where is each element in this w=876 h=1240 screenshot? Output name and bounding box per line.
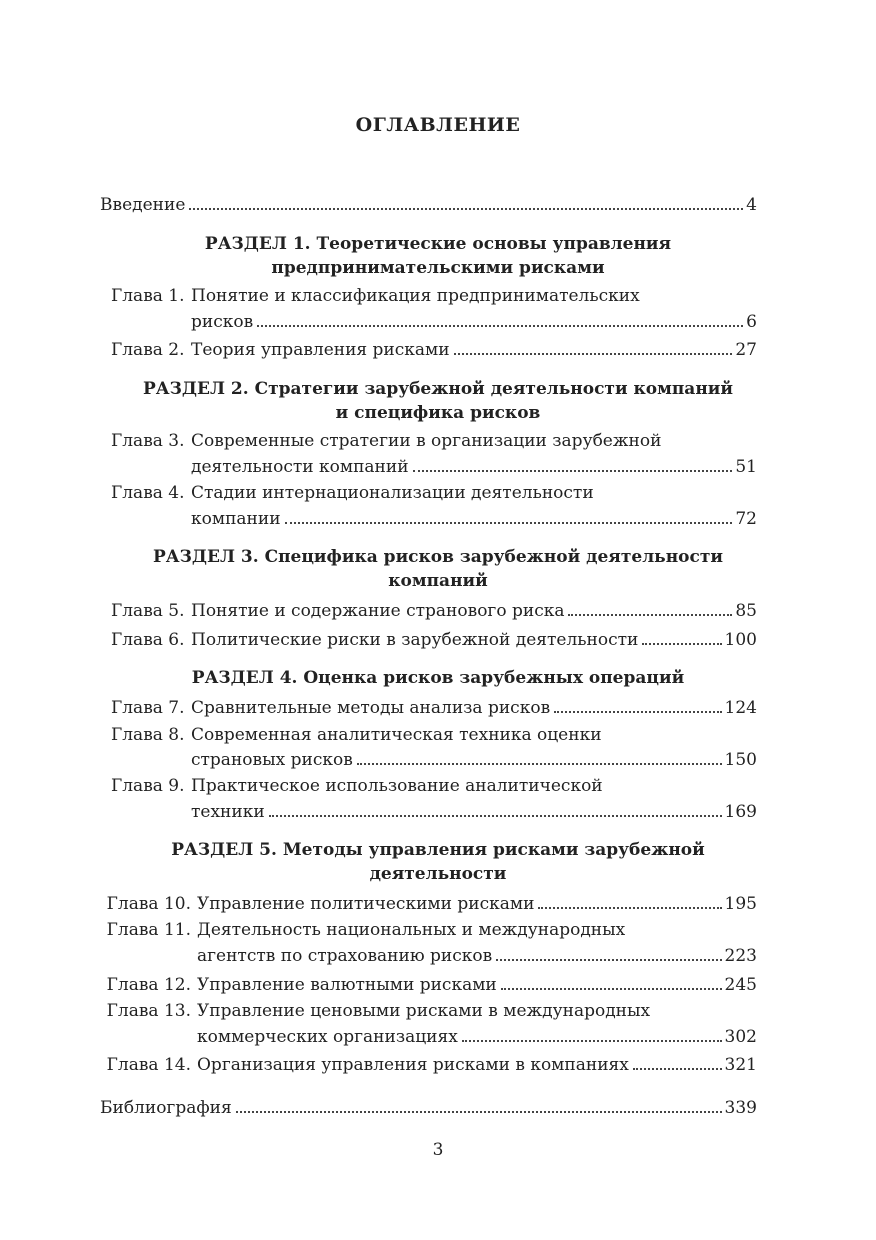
page-footer-number: 3: [432, 1140, 444, 1160]
toc-entry-chapter-14[interactable]: [100, 1051, 757, 1077]
chapter-prefix: Глава 6.: [111, 630, 185, 650]
chapter-prefix: Глава 11.: [106, 920, 191, 940]
dot-leader: [413, 460, 733, 472]
page-number: 339: [724, 1098, 757, 1118]
section-heading: РАЗДЕЛ 3. Специфика рисков зарубежной деятельности: [153, 547, 723, 567]
page-number: 302: [724, 1027, 757, 1047]
page-number: 169: [724, 802, 757, 822]
chapter-title: страновых рисков: [191, 750, 353, 770]
dot-leader: [554, 701, 721, 713]
chapter-title: Сравнительные методы анализа рисков: [191, 698, 551, 718]
page-number: 85: [735, 601, 757, 621]
chapter-title: Стадии интернационализации деятельности: [191, 483, 594, 503]
chapter-title: Практическое использование аналитической: [191, 776, 603, 796]
toc-entry-chapter-6[interactable]: [100, 626, 757, 652]
section-heading: РАЗДЕЛ 5. Методы управления рисками зарубежной: [171, 840, 705, 860]
section-heading: предпринимательскими рисками: [271, 258, 605, 278]
section-heading: РАЗДЕЛ 2. Стратегии зарубежной деятельности компаний: [143, 379, 733, 399]
page-number: 4: [746, 195, 757, 215]
page-number: 195: [724, 894, 757, 914]
chapter-prefix: [100, 338, 191, 362]
dot-leader: [496, 949, 721, 961]
toc-title: ОГЛАВЛЕНИЕ: [355, 114, 521, 136]
chapter-title: Современные стратегии в организации зарубежной: [191, 431, 662, 451]
chapter-title: Управление ценовыми рисками в международных: [197, 1001, 651, 1021]
chapter-prefix: Глава 5.: [111, 601, 185, 621]
toc-entry-chapter-12[interactable]: [100, 971, 757, 997]
chapter-prefix: Глава 7.: [111, 698, 185, 718]
section-heading: РАЗДЕЛ 4. Оценка рисков зарубежных операций: [191, 668, 685, 688]
toc-entry-chapter-2[interactable]: [100, 336, 757, 362]
page-number: 321: [724, 1055, 757, 1075]
dot-leader: [269, 805, 722, 817]
toc-entry-chapter-4[interactable]: [100, 481, 757, 507]
section-heading: РАЗДЕЛ 1. Теоретические основы управления: [204, 234, 672, 254]
chapter-title: Организация управления рисками в компаниях: [197, 1055, 629, 1075]
page-number: 27: [735, 340, 757, 360]
entry-label: Введение: [100, 195, 186, 215]
dot-leader: [642, 633, 721, 645]
toc-entry-chapter-9[interactable]: [100, 774, 757, 800]
page-number: 223: [724, 946, 757, 966]
dot-leader: [257, 315, 743, 327]
chapter-title: Современная аналитическая техника оценки: [191, 725, 602, 745]
dot-leader: [501, 978, 722, 990]
dot-leader: [189, 198, 743, 210]
dot-leader: [462, 1030, 722, 1042]
chapter-title: Политические риски в зарубежной деятельности: [191, 630, 639, 650]
chapter-prefix-text: Глава 2.: [111, 340, 185, 360]
page-number: 72: [735, 509, 757, 529]
chapter-prefix: Глава 14.: [106, 1055, 191, 1075]
toc-entry-chapter-11[interactable]: [100, 918, 757, 944]
toc-entry-chapter-1[interactable]: [100, 284, 757, 310]
toc-entry-chapter-10[interactable]: [100, 890, 757, 916]
toc-entry-chapter-3-cont[interactable]: [100, 453, 757, 479]
page-number: 6: [746, 312, 757, 332]
toc-entry-chapter-3[interactable]: [100, 429, 757, 455]
chapter-title: коммерческих организациях: [197, 1027, 458, 1047]
toc-entry-chapter-7[interactable]: [100, 694, 757, 720]
toc-entry-bibliography[interactable]: [100, 1094, 757, 1120]
page-number: 51: [735, 457, 757, 477]
dot-leader: [236, 1101, 722, 1113]
chapter-title: техники: [191, 802, 265, 822]
toc-entry-chapter-5[interactable]: [100, 597, 757, 623]
chapter-title: Деятельность национальных и международных: [197, 920, 626, 940]
chapter-prefix: Глава 8.: [111, 725, 185, 745]
dot-leader: [357, 753, 722, 765]
chapter-title: агентств по страхованию рисков: [197, 946, 493, 966]
toc-entry-chapter-1-cont[interactable]: [100, 308, 757, 334]
page-number: 245: [724, 975, 757, 995]
toc-entry-chapter-11-cont[interactable]: [100, 942, 757, 968]
section-heading: и специфика рисков: [335, 403, 541, 423]
section-heading: деятельности: [369, 864, 507, 884]
dot-leader: [285, 512, 733, 524]
chapter-prefix: Глава 12.: [106, 975, 191, 995]
dot-leader: [568, 604, 732, 616]
chapter-prefix: Глава 13.: [106, 1001, 191, 1021]
chapter-title: Теория управления рисками: [191, 340, 450, 360]
page-number: 100: [724, 630, 757, 650]
chapter-title: деятельности компаний: [191, 457, 409, 477]
dot-leader: [454, 343, 733, 355]
entry-label: Библиография: [100, 1098, 232, 1118]
chapter-title: Понятие и содержание странового риска: [191, 601, 565, 621]
page-number: 124: [724, 698, 757, 718]
chapter-title: рисков: [191, 312, 254, 332]
toc-entry-chapter-8-cont[interactable]: [100, 746, 757, 772]
section-heading: компаний: [388, 571, 488, 591]
chapter-prefix: Глава 4.: [111, 483, 185, 503]
page-number: 150: [724, 750, 757, 770]
toc-entry-intro[interactable]: [100, 191, 757, 217]
dot-leader: [538, 897, 721, 909]
chapter-title: компании: [191, 509, 281, 529]
chapter-prefix: Глава 9.: [111, 776, 185, 796]
toc-entry-chapter-9-cont[interactable]: [100, 798, 757, 824]
chapter-title: Управление политическими рисками: [197, 894, 535, 914]
chapter-title: Понятие и классификация предпринимательских: [191, 286, 640, 306]
chapter-prefix: Глава 10.: [106, 894, 191, 914]
chapter-title: Управление валютными рисками: [197, 975, 497, 995]
toc-entry-chapter-4-cont[interactable]: [100, 505, 757, 531]
dot-leader: [633, 1058, 722, 1070]
toc-entry-chapter-13[interactable]: [100, 999, 757, 1025]
chapter-prefix: Глава 3.: [111, 431, 185, 451]
chapter-prefix: Глава 1.: [111, 286, 185, 306]
toc-entry-chapter-13-cont[interactable]: [100, 1023, 757, 1049]
